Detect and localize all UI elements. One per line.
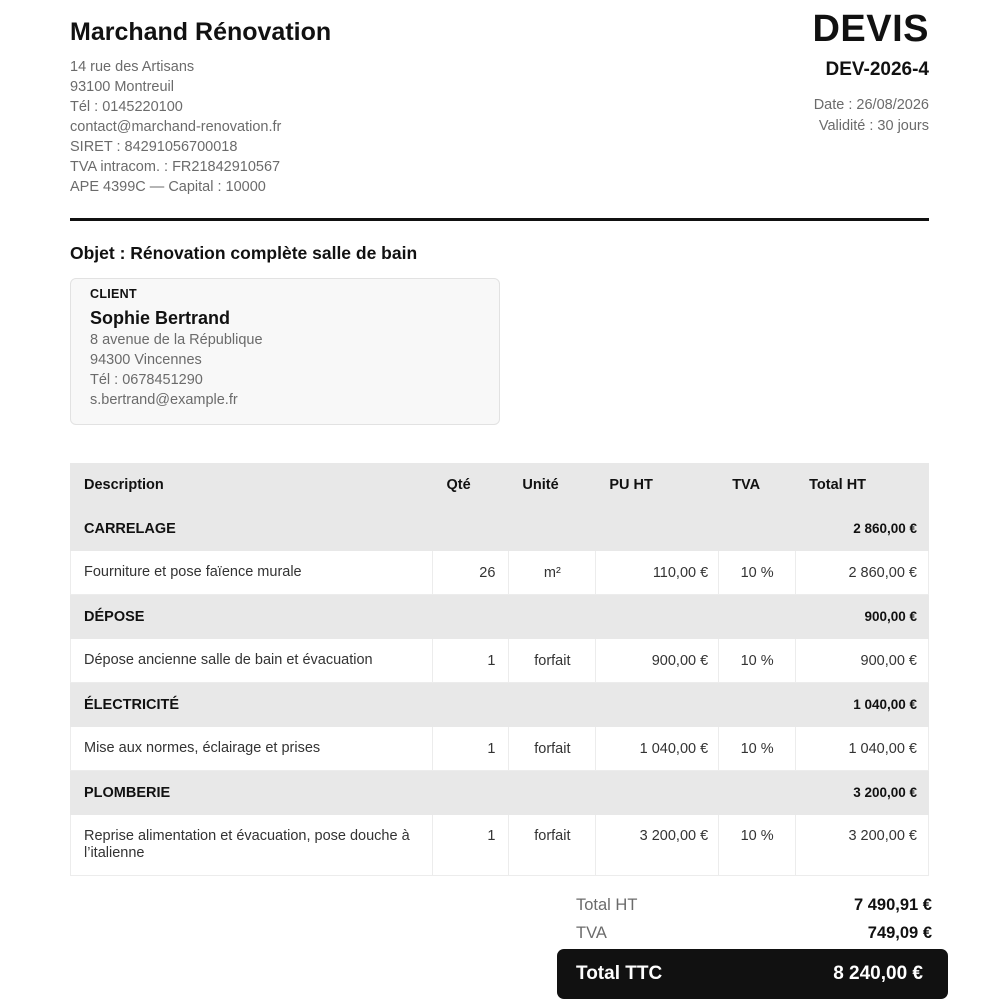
company-siret: SIRET : 84291056700018 bbox=[70, 139, 238, 155]
column-header-unit-price: PU HT bbox=[596, 464, 719, 507]
client-address-line-2: 94300 Vincennes bbox=[90, 352, 202, 368]
line-qty: 1 bbox=[433, 815, 509, 876]
total-ht-row bbox=[557, 893, 948, 921]
company-ape: APE 4399C — Capital : 10000 bbox=[70, 179, 266, 195]
total-ht-value: 7 490,91 € bbox=[854, 896, 932, 914]
total-ttc-banner bbox=[557, 949, 948, 999]
client-label: CLIENT bbox=[90, 287, 137, 301]
section-name: CARRELAGE bbox=[71, 507, 796, 551]
line-total: 2 860,00 € bbox=[796, 551, 929, 595]
company-address-line-1: 14 rue des Artisans bbox=[70, 59, 195, 75]
client-details bbox=[90, 330, 263, 410]
section-name: ÉLECTRICITÉ bbox=[71, 683, 796, 727]
line-qty: 1 bbox=[433, 727, 509, 771]
total-ttc-label: Total TTC bbox=[576, 963, 663, 984]
line-unit: m² bbox=[509, 551, 596, 595]
quote-subject: Objet : Rénovation complète salle de bain bbox=[70, 243, 418, 263]
table-row bbox=[71, 727, 929, 771]
line-description: Fourniture et pose faïence murale bbox=[71, 551, 433, 595]
company-vat-number: TVA intracom. : FR21842910567 bbox=[70, 159, 281, 175]
section-row bbox=[71, 507, 929, 551]
section-total: 3 200,00 € bbox=[796, 771, 929, 815]
line-unit-price: 110,00 € bbox=[596, 551, 719, 595]
total-vat-value: 749,09 € bbox=[867, 924, 932, 942]
total-ht-label: Total HT bbox=[576, 896, 638, 914]
column-header-vat: TVA bbox=[719, 464, 796, 507]
line-qty: 26 bbox=[433, 551, 509, 595]
line-total: 3 200,00 € bbox=[796, 815, 929, 876]
document-date: Date : 26/08/2026 bbox=[813, 97, 929, 113]
line-qty: 1 bbox=[433, 639, 509, 683]
total-vat-row bbox=[557, 921, 948, 949]
line-vat: 10 % bbox=[719, 815, 796, 876]
document-validity: Validité : 30 jours bbox=[818, 118, 929, 134]
section-name: DÉPOSE bbox=[71, 595, 796, 639]
company-email[interactable]: contact@marchand-renovation.fr bbox=[70, 119, 282, 135]
table-header-row bbox=[71, 464, 929, 507]
line-unit: forfait bbox=[509, 727, 596, 771]
line-unit-price: 900,00 € bbox=[596, 639, 719, 683]
total-ttc-value: 8 240,00 € bbox=[833, 963, 923, 984]
table-row bbox=[71, 551, 929, 595]
client-address-line-1: 8 avenue de la République bbox=[90, 332, 263, 348]
totals-block bbox=[557, 893, 948, 949]
line-description: Reprise alimentation et évacuation, pose douche à l’italienne bbox=[71, 815, 433, 876]
line-description: Dépose ancienne salle de bain et évacuation bbox=[71, 639, 433, 683]
company-name: Marchand Rénovation bbox=[70, 18, 332, 46]
section-row bbox=[71, 595, 929, 639]
client-card bbox=[70, 278, 500, 425]
client-email[interactable]: s.bertrand@example.fr bbox=[90, 392, 238, 408]
line-total: 1 040,00 € bbox=[796, 727, 929, 771]
line-vat: 10 % bbox=[719, 639, 796, 683]
document-meta bbox=[814, 95, 929, 137]
company-details bbox=[70, 57, 281, 197]
line-unit-price: 1 040,00 € bbox=[596, 727, 719, 771]
quote-items-table bbox=[70, 463, 929, 876]
section-total: 1 040,00 € bbox=[796, 683, 929, 727]
document-type: DEVIS bbox=[812, 8, 929, 50]
column-header-unit: Unité bbox=[509, 464, 596, 507]
document-number: DEV-2026-4 bbox=[825, 59, 929, 80]
header-divider bbox=[70, 218, 929, 221]
column-header-description: Description bbox=[71, 464, 433, 507]
total-vat-label: TVA bbox=[576, 924, 607, 942]
line-unit: forfait bbox=[509, 639, 596, 683]
line-unit-price: 3 200,00 € bbox=[596, 815, 719, 876]
section-row bbox=[71, 771, 929, 815]
line-unit: forfait bbox=[509, 815, 596, 876]
line-total: 900,00 € bbox=[796, 639, 929, 683]
table-row bbox=[71, 815, 929, 876]
client-phone: Tél : 0678451290 bbox=[90, 372, 203, 388]
line-vat: 10 % bbox=[719, 727, 796, 771]
line-vat: 10 % bbox=[719, 551, 796, 595]
section-name: PLOMBERIE bbox=[71, 771, 796, 815]
section-total: 900,00 € bbox=[796, 595, 929, 639]
column-header-qty: Qté bbox=[433, 464, 509, 507]
table-row bbox=[71, 639, 929, 683]
company-address-line-2: 93100 Montreuil bbox=[70, 79, 174, 95]
client-name: Sophie Bertrand bbox=[90, 308, 231, 328]
company-phone: Tél : 0145220100 bbox=[70, 99, 183, 115]
section-row bbox=[71, 683, 929, 727]
column-header-total: Total HT bbox=[796, 464, 929, 507]
section-total: 2 860,00 € bbox=[796, 507, 929, 551]
line-description: Mise aux normes, éclairage et prises bbox=[71, 727, 433, 771]
